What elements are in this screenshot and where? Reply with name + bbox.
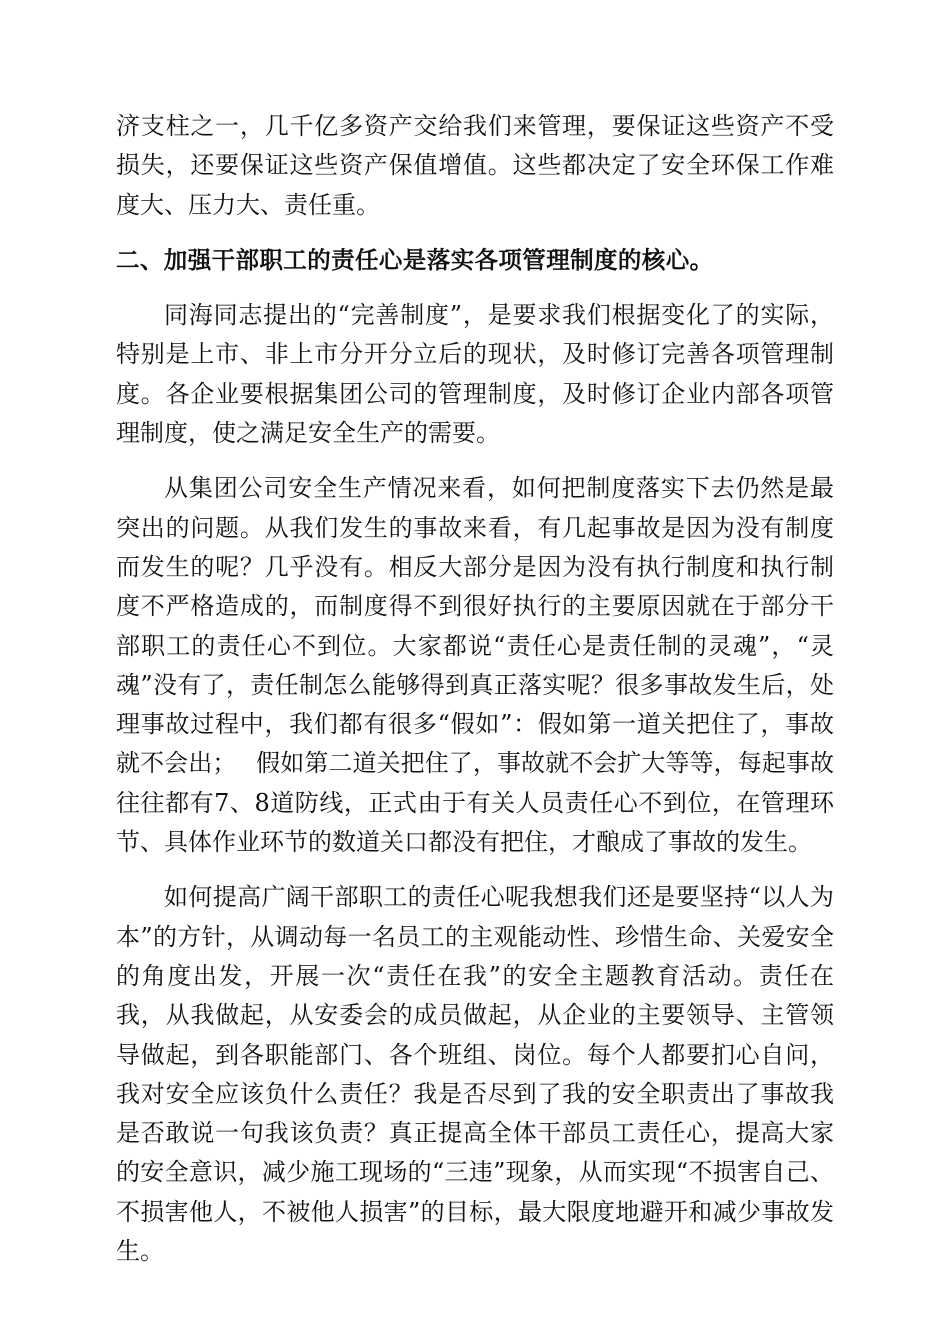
paragraph-continued: 济支柱之一，几千亿多资产交给我们来管理，要保证这些资产不受损失，还要保证这些资产保值增值。这些都决定了安全环保工作难度大、压力大、责任重。 <box>116 112 834 219</box>
paragraph-responsibility: 如何提高广阔干部职工的责任心呢我想我们还是要坚持“以人为本”的方针，从调动每一名员工的主观能动性、珍惜生命、关爱安全的角度出发，开展一次“责任在我”的安全主题教育活动。责任在我，从我做起，从安委会的成员做起，从企业的主要领导、主管领导做起，到各职能部门、各个班组、岗位。每个人都要扪心自问，我对安全应该负什么责任？我是否尽到了我的安全职责出了事故我是否敢说一句我该负责？真正提高全体干部员工责任心，提高大家的安全意识，减少施工现场的“三违”现象，从而实现“不损害自己、不损害他人，不被他人损害”的目标，最大限度地避开和减少事故发生。 <box>116 883 834 1266</box>
document-body <box>116 107 834 1287</box>
paragraph-improve-system: 同海同志提出的“完善制度”，是要求我们根据变化了的实际，特别是上市、非上市分开分立后的现状，及时修订完善各项管理制度。各企业要根据集团公司的管理制度，及时修订企业内部各项管理制度，使之满足安全生产的需要。 <box>116 301 834 448</box>
section-heading: 二、加强干部职工的责任心是落实各项管理制度的核心。 <box>116 245 714 274</box>
paragraph-implementation: 从集团公司安全生产情况来看，如何把制度落实下去仍然是最突出的问题。从我们发生的事故来看，有几起事故是因为没有制度而发生的呢？几乎没有。相反大部分是因为没有执行制度和执行制度不严格造成的，而制度得不到很好执行的主要原因就在于部分干部职工的责任心不到位。大家都说“责任心是责任制的灵魂”，“灵魂”没有了，责任制怎么能够得到真正落实呢？很多事故发生后，处理事故过程中，我们都有很多“假如”：假如第一道关把住了，事故就不会出； 假如第二道关把住了，事故就不会扩大等等，每起事故往往都有7、8道防线，正式由于有关人员责任心不到位，在管理环节、具体作业环节的数道关口都没有把住，才酿成了事故的发生。 <box>116 474 834 857</box>
